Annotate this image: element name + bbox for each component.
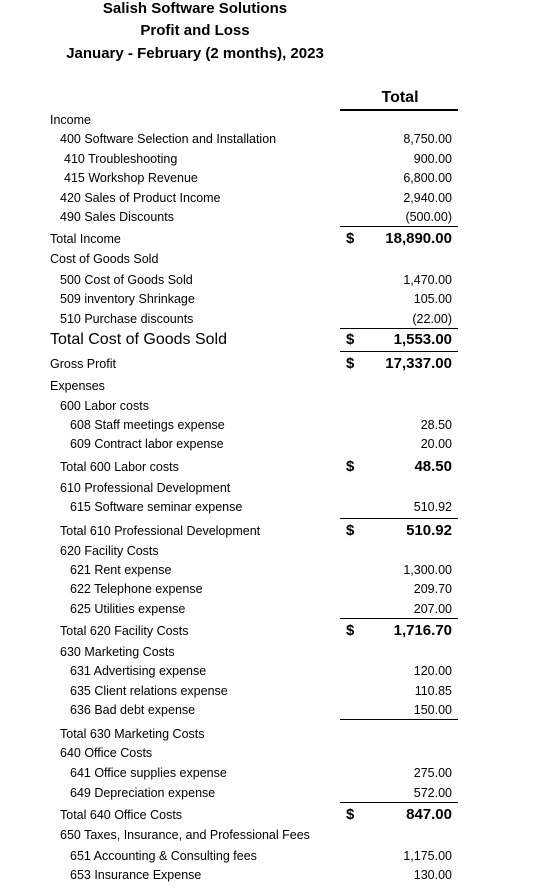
row-label: 630 Marketing Costs bbox=[60, 645, 175, 659]
row-amount: (500.00) bbox=[405, 210, 452, 224]
column-header-total: Total bbox=[381, 89, 419, 106]
subtotal-rule bbox=[340, 328, 458, 329]
account-row bbox=[0, 416, 550, 434]
row-amount: 510.92 bbox=[406, 522, 452, 539]
row-label: 509 inventory Shrinkage bbox=[60, 292, 195, 306]
row-amount: (22.00) bbox=[412, 312, 452, 326]
subtotal-rule bbox=[340, 618, 458, 619]
account-row bbox=[0, 847, 550, 865]
account-row bbox=[0, 169, 550, 187]
row-label: 490 Sales Discounts bbox=[60, 210, 174, 224]
currency-symbol: $ bbox=[346, 230, 355, 247]
row-label: 649 Depreciation expense bbox=[70, 786, 216, 800]
row-amount: 2,940.00 bbox=[403, 191, 452, 205]
row-label: Income bbox=[50, 113, 91, 127]
row-label: 635 Client relations expense bbox=[70, 684, 228, 698]
group-total-row bbox=[0, 522, 550, 540]
row-amount: 1,300.00 bbox=[403, 563, 452, 577]
row-amount: 20.00 bbox=[420, 437, 452, 451]
row-label: 640 Office Costs bbox=[60, 746, 153, 760]
row-amount: 1,716.70 bbox=[393, 622, 452, 639]
row-label: 420 Sales of Product Income bbox=[60, 191, 221, 205]
subtotal-rule bbox=[340, 518, 458, 519]
row-label: Total Cost of Goods Sold bbox=[50, 331, 227, 348]
group-header-row bbox=[0, 542, 550, 560]
currency-symbol: $ bbox=[346, 458, 355, 475]
account-row bbox=[0, 866, 550, 884]
row-amount: 900.00 bbox=[413, 152, 452, 166]
currency-symbol: $ bbox=[346, 622, 355, 639]
row-label: Total 600 Labor costs bbox=[60, 460, 179, 474]
row-label: 636 Bad debt expense bbox=[70, 703, 196, 717]
account-row bbox=[0, 764, 550, 782]
total-row-income bbox=[0, 230, 550, 248]
account-row bbox=[0, 662, 550, 680]
subtotal-rule bbox=[340, 802, 458, 803]
row-amount: 207.00 bbox=[413, 602, 452, 616]
account-row bbox=[0, 498, 550, 516]
row-amount: 1,470.00 bbox=[403, 273, 452, 287]
row-label: Total 610 Professional Development bbox=[60, 524, 261, 538]
group-header-row bbox=[0, 744, 550, 762]
row-amount: 275.00 bbox=[413, 766, 452, 780]
account-row bbox=[0, 701, 550, 719]
section-header-cogs bbox=[0, 250, 550, 268]
currency-symbol: $ bbox=[346, 522, 355, 539]
account-row bbox=[0, 784, 550, 802]
account-row bbox=[0, 600, 550, 618]
row-label: Total 640 Office Costs bbox=[60, 808, 183, 822]
row-label: 620 Facility Costs bbox=[60, 544, 159, 558]
group-header-row bbox=[0, 479, 550, 497]
row-label: 622 Telephone expense bbox=[70, 582, 203, 596]
row-amount: 130.00 bbox=[413, 868, 452, 882]
row-amount: 1,175.00 bbox=[403, 849, 452, 863]
row-label: 621 Rent expense bbox=[70, 563, 172, 577]
group-header-row bbox=[0, 397, 550, 415]
row-label: 625 Utilities expense bbox=[70, 602, 186, 616]
row-amount: 17,337.00 bbox=[385, 355, 452, 372]
row-label: Total 620 Facility Costs bbox=[60, 624, 189, 638]
account-row bbox=[0, 682, 550, 700]
row-amount: 150.00 bbox=[413, 703, 452, 717]
subtotal-rule bbox=[340, 351, 458, 352]
row-amount: 48.50 bbox=[414, 458, 452, 475]
row-amount: 209.70 bbox=[413, 582, 452, 596]
group-total-row bbox=[0, 458, 550, 476]
account-row bbox=[0, 130, 550, 148]
row-label: 651 Accounting & Consulting fees bbox=[70, 849, 257, 863]
row-amount: 510.92 bbox=[413, 500, 452, 514]
row-amount: 1,553.00 bbox=[393, 331, 452, 348]
total-row-cogs bbox=[0, 331, 550, 349]
account-row bbox=[0, 561, 550, 579]
currency-symbol: $ bbox=[346, 331, 355, 348]
row-amount: 120.00 bbox=[413, 664, 452, 678]
row-label: 609 Contract labor expense bbox=[70, 437, 224, 451]
row-amount: 8,750.00 bbox=[403, 132, 452, 146]
row-amount: 6,800.00 bbox=[403, 171, 452, 185]
row-label: 400 Software Selection and Installation bbox=[60, 132, 277, 146]
account-row bbox=[0, 435, 550, 453]
row-label: 510 Purchase discounts bbox=[60, 312, 194, 326]
row-amount: 18,890.00 bbox=[385, 230, 452, 247]
account-row bbox=[0, 310, 550, 328]
account-row bbox=[0, 271, 550, 289]
row-label: Cost of Goods Sold bbox=[50, 252, 159, 266]
row-amount: 28.50 bbox=[420, 418, 452, 432]
row-label: 615 Software seminar expense bbox=[70, 500, 243, 514]
currency-symbol: $ bbox=[346, 806, 355, 823]
report-period: January - February (2 months), 2023 bbox=[66, 45, 324, 62]
row-label: Expenses bbox=[50, 379, 105, 393]
group-header-row bbox=[0, 826, 550, 844]
group-header-row bbox=[0, 643, 550, 661]
row-label: 600 Labor costs bbox=[60, 399, 149, 413]
row-label: 610 Professional Development bbox=[60, 481, 231, 495]
company-name: Salish Software Solutions bbox=[102, 0, 288, 17]
row-amount: 105.00 bbox=[413, 292, 452, 306]
account-row bbox=[0, 189, 550, 207]
row-label: 410 Troubleshooting bbox=[64, 152, 178, 166]
row-amount: 572.00 bbox=[413, 786, 452, 800]
account-row bbox=[0, 150, 550, 168]
account-row bbox=[0, 580, 550, 598]
account-row bbox=[0, 208, 550, 226]
section-header-expenses bbox=[0, 377, 550, 395]
row-label: 500 Cost of Goods Sold bbox=[60, 273, 193, 287]
row-label: 608 Staff meetings expense bbox=[70, 418, 225, 432]
section-header-income bbox=[0, 111, 550, 129]
row-label: 631 Advertising expense bbox=[70, 664, 207, 678]
subtotal-rule bbox=[340, 226, 458, 227]
group-total-row bbox=[0, 725, 550, 743]
currency-symbol: $ bbox=[346, 355, 355, 372]
row-label: Total Income bbox=[50, 232, 121, 246]
row-label: Total 630 Marketing Costs bbox=[60, 727, 205, 741]
group-total-row bbox=[0, 622, 550, 640]
account-row bbox=[0, 290, 550, 308]
row-label: 641 Office supplies expense bbox=[70, 766, 227, 780]
row-amount: 110.85 bbox=[414, 684, 452, 698]
row-amount: 847.00 bbox=[406, 806, 452, 823]
row-label: 415 Workshop Revenue bbox=[64, 171, 198, 185]
row-label: 650 Taxes, Insurance, and Professional Fees bbox=[60, 828, 310, 842]
report-title: Profit and Loss bbox=[140, 22, 250, 39]
row-label: 653 Insurance Expense bbox=[70, 868, 202, 882]
gross-profit-row bbox=[0, 355, 550, 373]
row-label: Gross Profit bbox=[50, 357, 116, 371]
group-total-row bbox=[0, 806, 550, 824]
subtotal-rule bbox=[340, 719, 458, 720]
